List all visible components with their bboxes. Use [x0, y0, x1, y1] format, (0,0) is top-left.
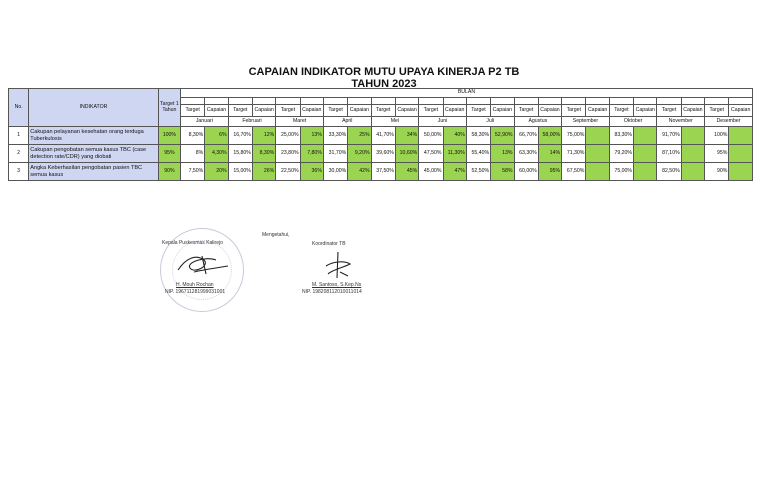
left-signature-image — [172, 250, 232, 280]
header-spacer — [729, 98, 753, 105]
cell-target: 23,80% — [276, 145, 300, 163]
header-spacer — [228, 98, 252, 105]
table-row — [9, 127, 753, 145]
header-spacer — [443, 98, 466, 105]
left-signer-title: Kepala Puskesmas Kalirejo — [162, 240, 223, 246]
header-spacer — [252, 98, 275, 105]
right-signature-image — [318, 248, 358, 282]
cell-capaian: 13% — [491, 145, 514, 163]
row-no: 2 — [9, 145, 29, 163]
cell-target: 71,30% — [562, 145, 586, 163]
cell-target: 95% — [705, 145, 729, 163]
header-capaian: Capaian — [491, 105, 514, 117]
header-month-9: Oktober — [609, 117, 657, 127]
cell-capaian: 26% — [252, 163, 275, 181]
header-spacer — [586, 98, 609, 105]
header-spacer — [681, 98, 704, 105]
header-spacer — [419, 98, 443, 105]
cell-target: 47,50% — [419, 145, 443, 163]
cell-capaian — [586, 163, 609, 181]
cell-target: 87,10% — [657, 145, 681, 163]
header-target: Target — [657, 105, 681, 117]
left-signer-nip: NIP. 196711281999031001 — [165, 289, 226, 295]
cell-target: 7,50% — [181, 163, 205, 181]
cell-capaian: 40% — [443, 127, 466, 145]
cell-capaian: 4,30% — [205, 145, 228, 163]
cell-capaian: 36% — [300, 163, 323, 181]
cell-target: 67,50% — [562, 163, 586, 181]
header-target: Target — [705, 105, 729, 117]
header-month-7: Agustus — [514, 117, 562, 127]
cell-target: 91,70% — [657, 127, 681, 145]
cell-target: 82,50% — [657, 163, 681, 181]
header-month-11: Desember — [705, 117, 753, 127]
cell-capaian: 58% — [491, 163, 514, 181]
cell-target: 8,30% — [181, 127, 205, 145]
header-spacer — [634, 98, 657, 105]
cell-target: 39,60% — [371, 145, 395, 163]
header-capaian: Capaian — [634, 105, 657, 117]
header-target: Target — [181, 105, 205, 117]
cell-capaian: 11,30% — [443, 145, 466, 163]
cell-capaian: 14% — [538, 145, 561, 163]
right-signer-name: M. Santoso, S.Kep.Ns — [312, 282, 362, 288]
header-spacer — [371, 98, 395, 105]
row-indicator-label: Angka Keberhasilan pengobatan pasien TBC semua kasus — [29, 163, 159, 181]
header-spacer — [705, 98, 729, 105]
cell-target: 22,50% — [276, 163, 300, 181]
header-target: Target — [562, 105, 586, 117]
header-bulan: BULAN — [181, 89, 753, 98]
header-target: Target — [228, 105, 252, 117]
row-target-year: 95% — [158, 145, 180, 163]
cell-target: 31,70% — [323, 145, 347, 163]
cell-capaian — [681, 163, 704, 181]
cell-target: 100% — [705, 127, 729, 145]
header-no: No. — [9, 89, 29, 127]
header-target-year: Target 1 Tahun — [158, 89, 180, 127]
cell-capaian: 8,30% — [252, 145, 275, 163]
header-capaian: Capaian — [681, 105, 704, 117]
header-spacer — [276, 98, 300, 105]
header-capaian: Capaian — [538, 105, 561, 117]
cell-target: 50,00% — [419, 127, 443, 145]
cell-target: 8% — [181, 145, 205, 163]
header-target: Target — [276, 105, 300, 117]
header-spacer — [562, 98, 586, 105]
cell-target: 15,00% — [228, 163, 252, 181]
left-signer-name: H. Mouh Rochan — [176, 282, 214, 288]
header-spacer — [323, 98, 347, 105]
row-no: 3 — [9, 163, 29, 181]
header-spacer — [348, 98, 371, 105]
header-capaian: Capaian — [586, 105, 609, 117]
row-target-year: 100% — [158, 127, 180, 145]
cell-capaian — [681, 145, 704, 163]
right-signer-nip: NIP. 198208112010011014 — [302, 289, 362, 295]
cell-capaian: 13% — [300, 127, 323, 145]
cell-target: 79,20% — [609, 145, 633, 163]
cell-capaian — [729, 145, 753, 163]
indicator-table — [8, 88, 753, 181]
cell-capaian — [681, 127, 704, 145]
header-capaian: Capaian — [395, 105, 418, 117]
cell-target: 63,30% — [514, 145, 538, 163]
cell-capaian: 20% — [205, 163, 228, 181]
cell-target: 75,00% — [609, 163, 633, 181]
cell-capaian — [634, 145, 657, 163]
header-capaian: Capaian — [443, 105, 466, 117]
row-indicator-label: Cakupan pelayanan kesehatan orang terduga Tuberkulosis — [29, 127, 159, 145]
cell-capaian — [634, 163, 657, 181]
header-month-4: Mei — [371, 117, 419, 127]
cell-capaian: 10,60% — [395, 145, 418, 163]
header-target: Target — [323, 105, 347, 117]
header-spacer — [181, 98, 205, 105]
cell-target: 66,70% — [514, 127, 538, 145]
header-spacer — [466, 98, 490, 105]
cell-capaian — [729, 163, 753, 181]
header-spacer — [609, 98, 633, 105]
row-target-year: 90% — [158, 163, 180, 181]
header-spacer — [300, 98, 323, 105]
row-indicator-label: Cakupan pengobatan semua kasus TBC (case detection rate/CDR) yang diobati — [29, 145, 159, 163]
cell-capaian — [586, 127, 609, 145]
header-month-3: April — [323, 117, 371, 127]
mengetahui-label: Mengetahui, — [262, 232, 290, 238]
cell-capaian: 25% — [348, 127, 371, 145]
row-no: 1 — [9, 127, 29, 145]
cell-capaian: 6% — [205, 127, 228, 145]
cell-capaian: 7,80% — [300, 145, 323, 163]
cell-target: 58,30% — [466, 127, 490, 145]
cell-capaian: 12% — [252, 127, 275, 145]
cell-capaian: 52,90% — [491, 127, 514, 145]
header-spacer — [538, 98, 561, 105]
table-row — [9, 163, 753, 181]
cell-target: 60,00% — [514, 163, 538, 181]
cell-target: 33,30% — [323, 127, 347, 145]
header-spacer — [205, 98, 228, 105]
header-month-2: Maret — [276, 117, 324, 127]
header-spacer — [491, 98, 514, 105]
header-spacer — [395, 98, 418, 105]
cell-capaian: 58,00% — [538, 127, 561, 145]
header-month-1: Februari — [228, 117, 276, 127]
header-month-6: Juli — [466, 117, 514, 127]
cell-target: 37,50% — [371, 163, 395, 181]
header-month-8: September — [562, 117, 610, 127]
cell-target: 15,80% — [228, 145, 252, 163]
cell-target: 16,70% — [228, 127, 252, 145]
cell-capaian: 42% — [348, 163, 371, 181]
header-target: Target — [371, 105, 395, 117]
cell-capaian — [634, 127, 657, 145]
cell-target: 45,00% — [419, 163, 443, 181]
cell-target: 41,70% — [371, 127, 395, 145]
page-subtitle: TAHUN 2023 — [351, 78, 417, 90]
header-spacer — [514, 98, 538, 105]
header-month-0: Januari — [181, 117, 229, 127]
cell-capaian: 34% — [395, 127, 418, 145]
cell-capaian: 9,20% — [348, 145, 371, 163]
header-target: Target — [609, 105, 633, 117]
cell-capaian: 95% — [538, 163, 561, 181]
header-capaian: Capaian — [300, 105, 323, 117]
header-month-5: Juni — [419, 117, 467, 127]
header-capaian: Capaian — [252, 105, 275, 117]
cell-capaian — [586, 145, 609, 163]
cell-capaian: 47% — [443, 163, 466, 181]
cell-target: 30,00% — [323, 163, 347, 181]
cell-target: 75,00% — [562, 127, 586, 145]
header-spacer — [657, 98, 681, 105]
cell-capaian — [729, 127, 753, 145]
header-target: Target — [466, 105, 490, 117]
header-target: Target — [514, 105, 538, 117]
header-target: Target — [419, 105, 443, 117]
header-month-10: November — [657, 117, 705, 127]
cell-target: 25,00% — [276, 127, 300, 145]
table-row — [9, 145, 753, 163]
header-capaian: Capaian — [729, 105, 753, 117]
cell-capaian: 45% — [395, 163, 418, 181]
page-title: CAPAIAN INDIKATOR MUTU UPAYA KINERJA P2 TB — [248, 66, 520, 78]
header-capaian: Capaian — [348, 105, 371, 117]
header-indikator: INDIKATOR — [29, 89, 159, 127]
right-signer-title: Koordinator TB — [312, 241, 346, 247]
cell-target: 52,50% — [466, 163, 490, 181]
cell-target: 83,30% — [609, 127, 633, 145]
header-capaian: Capaian — [205, 105, 228, 117]
cell-target: 55,40% — [466, 145, 490, 163]
cell-target: 90% — [705, 163, 729, 181]
